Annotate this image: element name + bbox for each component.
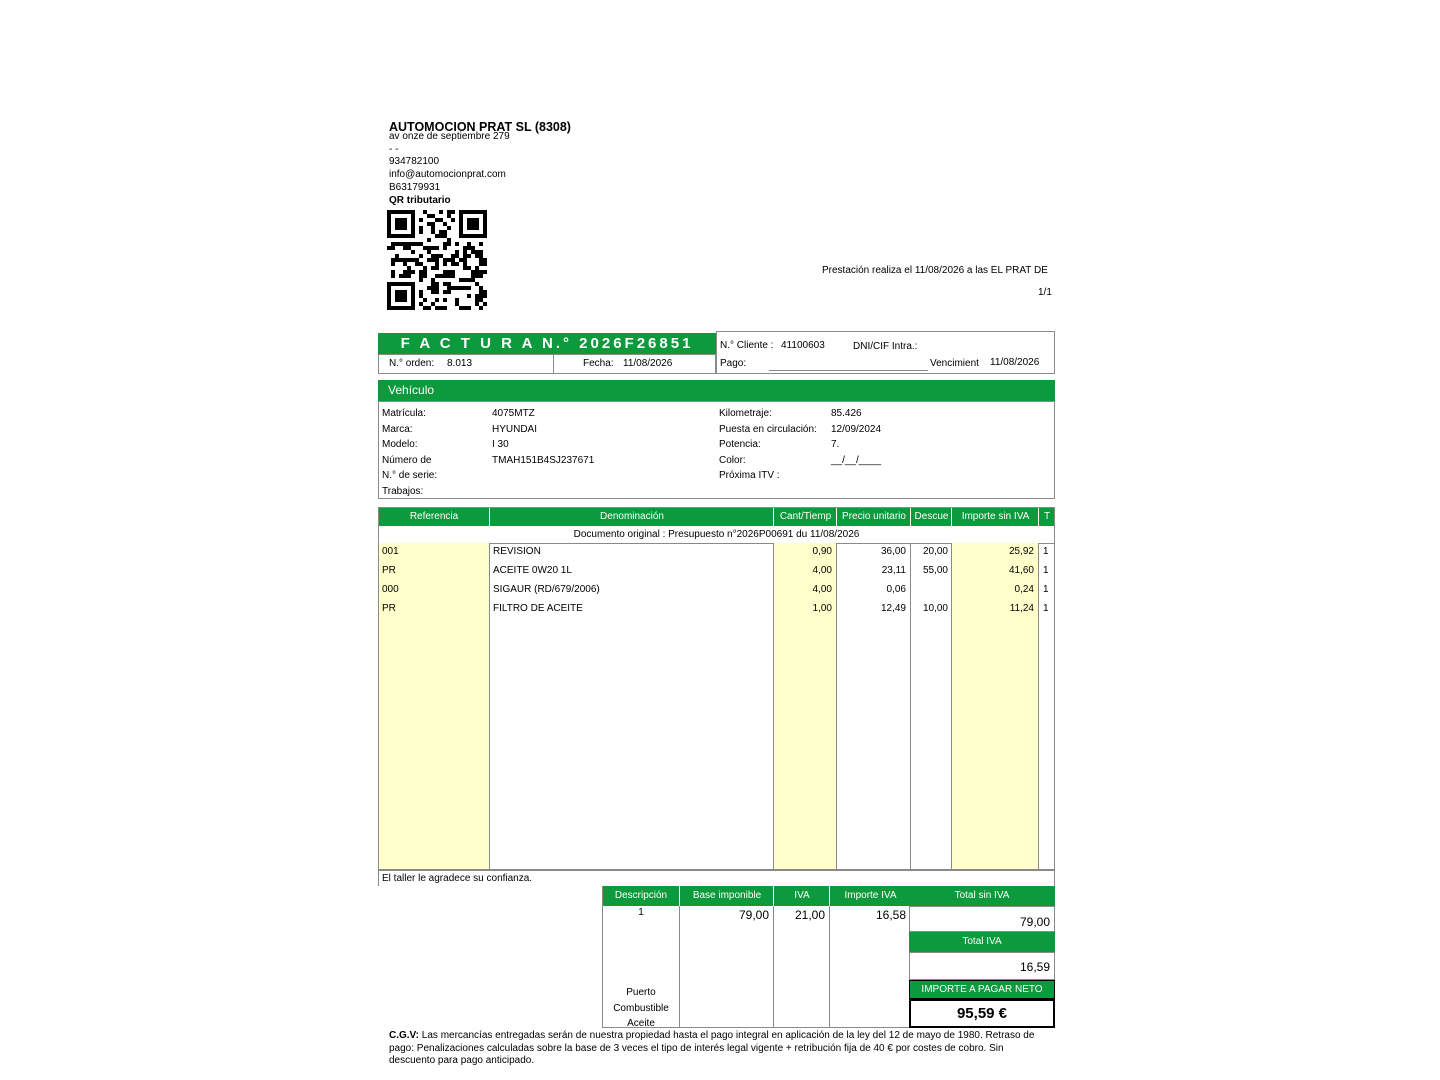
order-divider (553, 355, 554, 373)
row-amount: 0,24 (1014, 584, 1034, 595)
date-label: Fecha: (583, 358, 614, 369)
tax-desc-value: 1 (638, 907, 644, 918)
tax-header-desc: Descripción (614, 890, 668, 901)
row-t: 1 (1043, 603, 1049, 614)
prestacion-text: Prestación realiza el 11/08/2026 a las EL PRAT DE (822, 265, 1048, 276)
lines-table (378, 507, 1055, 870)
header-denominacion: Denominación (489, 508, 774, 526)
tax-footer (603, 985, 679, 1032)
header-descuento: Descue (910, 508, 952, 526)
row-amount: 11,24 (1009, 603, 1034, 614)
terms-title: C.G.V: (389, 1030, 420, 1041)
tax-footer-line: Combustible (613, 1002, 669, 1014)
table-row (379, 599, 1054, 618)
tax-iva-value: 21,00 (794, 908, 825, 922)
company-address-2: - - (389, 144, 399, 155)
row-qty: 1,00 (812, 603, 832, 614)
total-sin-iva-value: 79,00 (1019, 915, 1050, 929)
vehicle-next-itv: __/__/____ (831, 454, 882, 466)
dni-label: DNI/CIF Intra.: (853, 341, 918, 352)
vehicle-box (378, 401, 1055, 499)
row-qty: 0,90 (812, 546, 832, 557)
header-t: T (1038, 508, 1055, 526)
row-desc: FILTRO DE ACEITE (493, 603, 583, 614)
terms-text (389, 1030, 1039, 1068)
tax-divider (829, 906, 830, 1027)
vehicle-label: Potencia: (719, 439, 761, 450)
vehicle-label: Matrícula: (382, 408, 426, 419)
row-t: 1 (1043, 546, 1049, 557)
row-price: 12,49 (880, 603, 906, 614)
client-value: 41100603 (781, 340, 825, 351)
row-ref: 000 (382, 584, 399, 595)
vehicle-label: N.° de serie: (382, 470, 438, 481)
header-referencia: Referencia (409, 511, 459, 522)
vehicle-power: 7. (831, 439, 840, 450)
qr-code (387, 210, 487, 310)
payment-label: Pago: (720, 358, 747, 369)
table-row (379, 542, 1054, 561)
vehicle-label: Trabajos: (382, 485, 424, 497)
row-price: 23,11 (881, 565, 906, 576)
vehicle-label: Modelo: (382, 439, 418, 450)
vehicle-brand: HYUNDAI (492, 423, 538, 435)
client-box (716, 331, 1055, 374)
table-row (379, 561, 1054, 580)
vehicle-header: Vehículo (378, 380, 1055, 401)
vehicle-label: Número de (382, 454, 432, 466)
row-disc: 55,00 (922, 565, 948, 576)
tax-header-iva: IVA (773, 886, 830, 906)
net-amount-label: IMPORTE A PAGAR NETO (909, 980, 1055, 999)
vehicle-left-values (492, 406, 594, 468)
vehicle-registration-date: 12/09/2024 (831, 423, 882, 435)
tax-importe-value: 16,58 (875, 908, 906, 922)
row-amount: 25,92 (1008, 546, 1034, 557)
due-date-value: 11/08/2026 (990, 357, 1040, 368)
thanks-message: El taller le agradece su confianza. (378, 870, 1055, 886)
tax-header-base: Base imponible (679, 886, 774, 906)
vehicle-right-values (831, 406, 881, 468)
tax-table (602, 886, 910, 1028)
row-disc: 20,00 (922, 546, 948, 557)
net-amount-value: 95,59 € (909, 999, 1055, 1028)
document-note: Documento original : Presupuesto n°2026P00691 du 11/08/2026 (379, 526, 1054, 544)
vehicle-label: Color: (719, 454, 746, 466)
vehicle-mileage: 85.426 (831, 408, 862, 419)
row-t: 1 (1043, 565, 1049, 576)
row-amount: 41,60 (1008, 565, 1034, 576)
row-price: 36,00 (880, 546, 906, 557)
vehicle-right-labels (719, 406, 817, 484)
client-label: N.° Cliente : (720, 340, 774, 351)
terms-body: Las mercancías entregadas serán de nuestra propiedad hasta el pago integral en aplicación de la ley del 12 de mayo de 1980. Retraso de pago: Penalizaciones calculadas sobre la base de 3 veces el tipo de interés legal vigente + retribución fija de 40 € por costes de cobro. Sin descuento para pago anticipado. (389, 1030, 1035, 1066)
company-email: info@automocionprat.com (389, 169, 506, 180)
vehicle-serial: TMAH151B4SJ237671 (492, 454, 595, 466)
row-qty: 4,00 (812, 584, 832, 595)
header-cantidad: Cant/Tiemp (773, 508, 837, 526)
row-disc: 10,00 (922, 603, 948, 614)
order-value: 8.013 (447, 358, 473, 369)
tax-divider (679, 906, 680, 1027)
total-sin-iva-label: Total sin IVA (909, 886, 1055, 906)
company-phone: 934782100 (389, 156, 440, 167)
qr-label: QR tributario (389, 195, 451, 206)
tax-header-importe: Importe IVA (829, 886, 911, 906)
header-precio: Precio unitario (836, 508, 911, 526)
total-iva-label: Total IVA (909, 932, 1055, 952)
order-row (378, 354, 716, 374)
due-date-label: Vencimient (930, 358, 979, 369)
vehicle-label: Próxima ITV : (719, 470, 780, 481)
totals-column (909, 886, 1055, 1028)
payment-line (769, 370, 928, 371)
vehicle-plate: 4075MTZ (492, 408, 535, 419)
vehicle-label: Kilometraje: (719, 408, 772, 419)
row-desc: REVISION (493, 546, 541, 557)
row-ref: PR (382, 565, 396, 576)
vehicle-model: I 30 (492, 439, 509, 450)
tax-footer-line: Puerto (626, 987, 656, 998)
vehicle-label: Marca: (382, 423, 413, 435)
tax-base-value: 79,00 (738, 908, 769, 922)
row-desc: SIGAUR (RD/679/2006) (493, 584, 600, 595)
company-name: AUTOMOCION PRAT SL (8308) (389, 120, 571, 134)
row-ref: PR (382, 603, 396, 614)
row-desc: ACEITE 0W20 1L (493, 565, 572, 576)
total-iva-value: 16,59 (1019, 960, 1050, 974)
date-value: 11/08/2026 (623, 358, 673, 369)
order-label: N.° orden: (389, 358, 435, 369)
total-iva-box (909, 952, 1055, 980)
row-qty: 4,00 (812, 565, 832, 576)
company-cif: B63179931 (389, 182, 441, 193)
table-row (379, 580, 1054, 599)
page-number: 1/1 (1038, 287, 1052, 298)
vehicle-left-labels (382, 406, 437, 499)
header-importe: Importe sin IVA (951, 508, 1039, 526)
row-price: 0,06 (886, 584, 906, 595)
tax-divider (773, 906, 774, 1027)
row-t: 1 (1043, 584, 1049, 595)
vehicle-label: Puesta en circulación: (719, 423, 817, 435)
invoice-title: F A C T U R A N.° 2026F26851 (378, 333, 716, 354)
row-ref: 001 (382, 546, 399, 557)
total-sin-iva-box (909, 906, 1055, 932)
tax-footer-line: Aceite (627, 1018, 655, 1029)
company-address: av onze de septiembre 279 (389, 131, 510, 142)
